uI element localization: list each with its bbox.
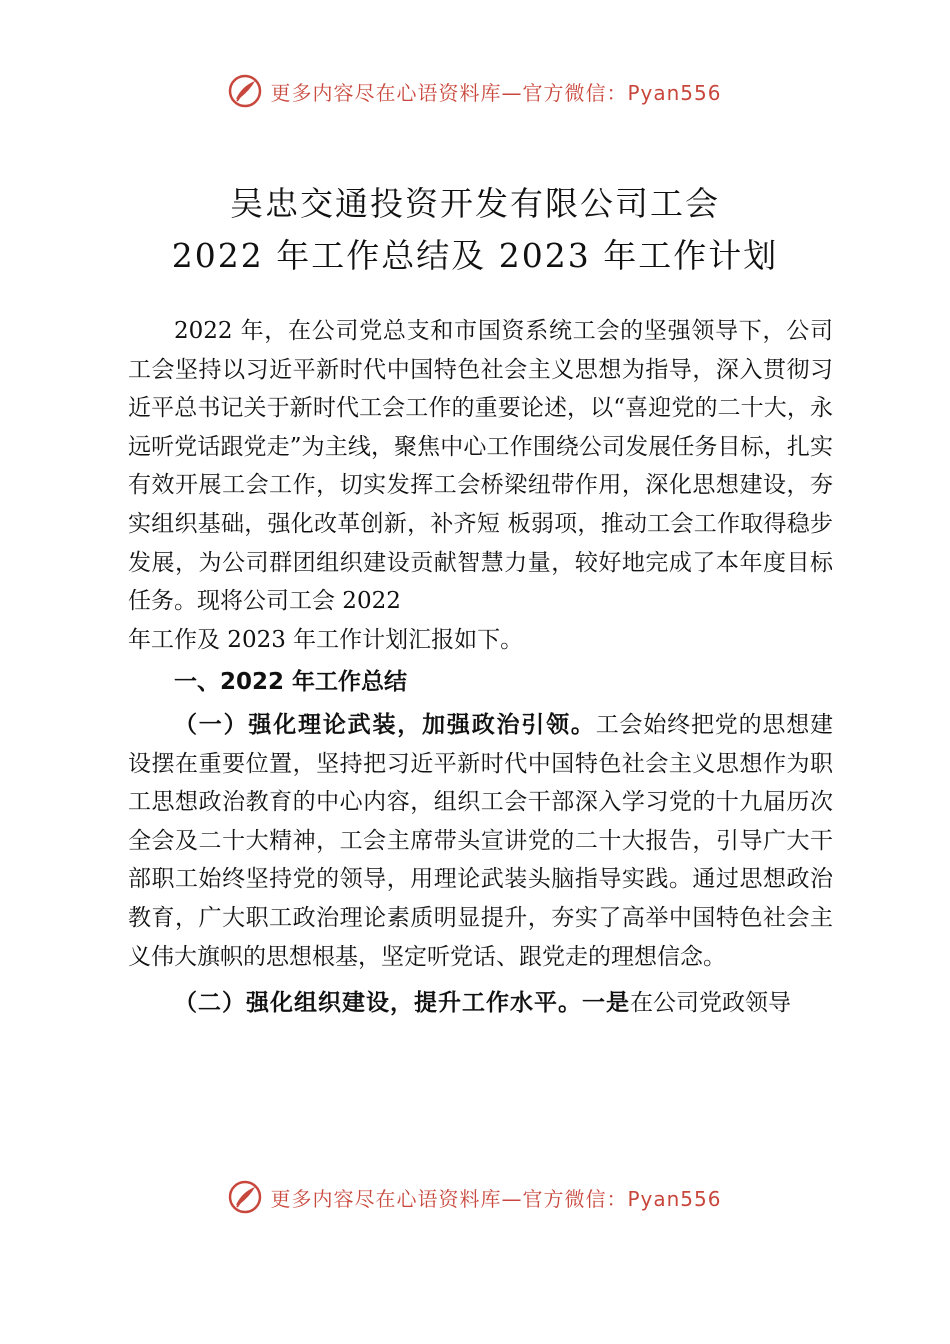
item-2-text: 在公司党政领导 [630, 990, 791, 1017]
item-2-paragraph [128, 984, 833, 1023]
document-title-line-2: 2022 年工作总结及 2023 年工作计划 [171, 236, 779, 275]
item-1-text: 工会始终把党的思想建设摆在重要位置，坚持把习近平新时代中国特色社会主义思想作为职工思想政治教育的中心内容，组织工会干部深入学习党的十九届历次全会及二十大精神，工会主席带头宣讲党的二十大报告，引导广大干部职工始终坚持党的领导，用理论武装头脑指导实践。通过思想政治教育，广大职工政治理论素质明显提升，夯实了高举中国特色社会主义伟大旗帜的思想根基，坚定听党话、跟党走的理想信念。 [128, 711, 834, 970]
item-1-paragraph [128, 706, 833, 976]
header-banner-text: 更多内容尽在心语资料库—官方微信：Pyan556 [270, 80, 722, 105]
footer-banner-text: 更多内容尽在心语资料库—官方微信：Pyan556 [270, 1186, 722, 1211]
footer-banner [0, 1180, 950, 1214]
section-heading-1: 一、2022 年工作总结 [174, 669, 408, 696]
item-1-lead: （一）强化理论武装，加强政治引领。 [174, 711, 596, 738]
quill-pen-logo-icon [228, 1180, 262, 1214]
quill-pen-logo-icon [228, 74, 262, 108]
header-banner [0, 74, 950, 108]
document-body [128, 312, 833, 1023]
item-2-lead: （二）强化组织建设，提升工作水平。 [174, 990, 582, 1017]
intro-paragraph: 2022 年，在公司党总支和市国资系统工会的坚强领导下，公司工会坚持以习近平新时代中国特色社会主义思想为指导，深入贯彻习近平总书记关于新时代工会工作的重要论述，以“喜迎党的二十大，永远听党话跟党走”为主线，聚焦中心工作围绕公司发展任务目标，扎实有效开展工会工作，切实发挥工会桥梁纽带作用，深化思想建设，夯实组织基础，强化改革创新，补齐短 板弱项，推动工会工作取得稳步发展，为公司群团组织建设贡献智慧力量，较好地完成了本年度目标任务。现将公司工会 2022 [128, 318, 833, 615]
document-title-line-1: 吴忠交通投资开发有限公司工会 [230, 184, 720, 223]
item-2-first: 一是 [582, 990, 630, 1017]
intro-paragraph-end: 年工作及 2023 年工作计划汇报如下。 [128, 626, 524, 653]
